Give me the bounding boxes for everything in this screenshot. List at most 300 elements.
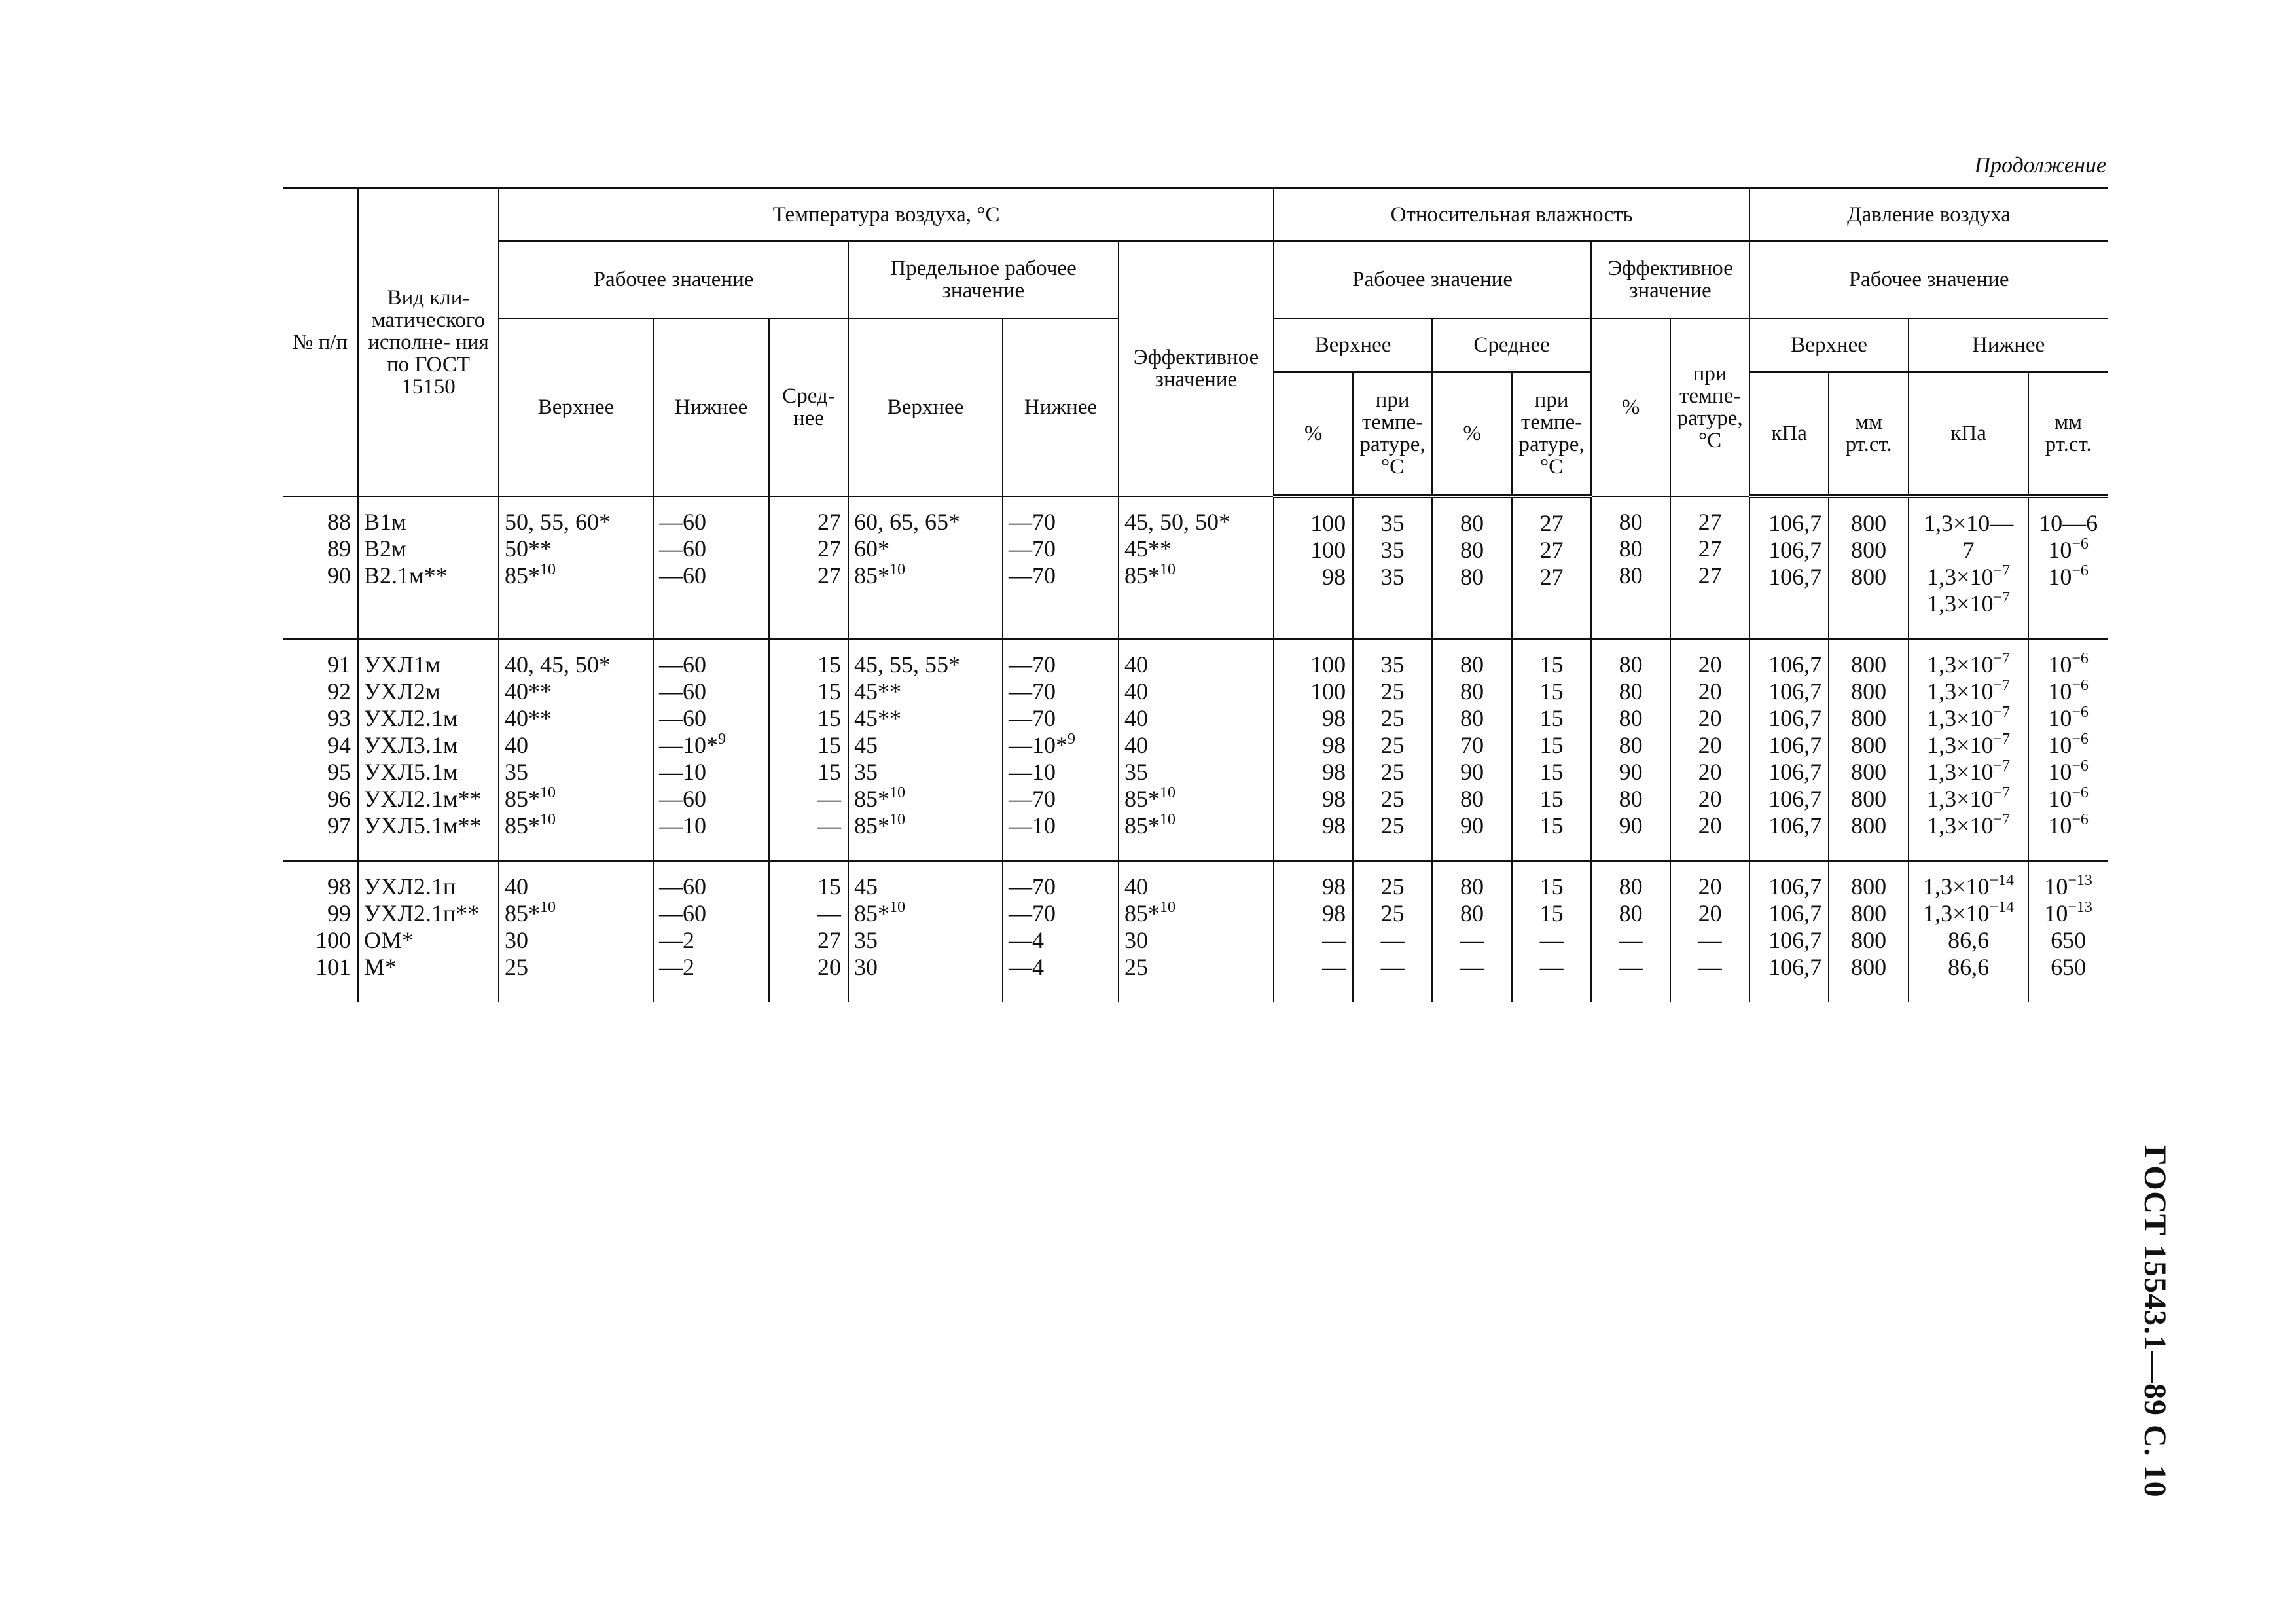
cell-text: 40**	[505, 678, 552, 704]
cell-line	[1513, 732, 1590, 759]
cell-superscript: 10	[1160, 898, 1175, 916]
cell-text: В1м	[364, 508, 406, 535]
cell-text: УХЛ5.1м	[364, 758, 458, 785]
cell-line	[770, 900, 841, 927]
cell-text: —	[1322, 953, 1346, 980]
cell-line	[1592, 786, 1670, 812]
cell-line	[1671, 705, 1749, 732]
cell-text: 93	[327, 704, 351, 731]
cell-text: 15	[817, 873, 841, 900]
cell-text: —4	[1009, 953, 1044, 980]
cell-line	[1829, 900, 1908, 927]
cell-text: 15	[1539, 651, 1564, 678]
cell-line	[770, 509, 841, 536]
cell-text: 1,3×10	[1927, 590, 1994, 617]
cell-line	[1433, 759, 1511, 786]
cell-line	[1433, 927, 1511, 954]
cell-text: 800	[1851, 953, 1887, 980]
cell-line	[1592, 759, 1670, 786]
cell-text: 10	[2048, 563, 2072, 590]
cell-text: 25	[1380, 900, 1405, 926]
cell-superscript: −7	[1993, 730, 2011, 748]
cell-line	[1513, 786, 1590, 812]
cell-line	[770, 786, 841, 812]
cell-line	[1124, 954, 1273, 981]
cell-superscript: 10	[889, 560, 905, 578]
cell-line	[505, 954, 653, 981]
cell-text: —70	[1009, 508, 1056, 535]
cell-text: 85*	[1124, 900, 1160, 926]
cell-text: 98	[1322, 812, 1346, 839]
cell-text: 80	[1619, 651, 1643, 678]
cell-l-up	[848, 496, 1003, 639]
header-press-lower-mm: мм рт.ст.	[2028, 372, 2108, 496]
cell-p-mm	[1829, 639, 1909, 861]
cell-text: —60	[659, 873, 706, 900]
cell-text: 80	[1619, 535, 1643, 562]
cell-superscript: −13	[2068, 871, 2092, 889]
cell-line	[505, 509, 653, 536]
cell-line	[1433, 678, 1511, 705]
cell-line	[770, 678, 841, 705]
cell-superscript: −6	[2072, 784, 2089, 801]
cell-line	[854, 954, 1002, 981]
cell-line	[1354, 786, 1431, 812]
cell-line	[505, 562, 653, 589]
cell-text: 800	[1851, 731, 1887, 758]
cell-line	[770, 651, 841, 678]
cell-text: 25	[1124, 953, 1148, 980]
cell-t-up	[499, 639, 653, 861]
cell-text: 15	[817, 651, 841, 678]
cell-line	[505, 536, 653, 562]
cell-text: 40	[1124, 873, 1148, 900]
cell-line	[283, 900, 351, 927]
cell-h-mid	[1432, 496, 1512, 639]
cell-text: 98	[1322, 731, 1346, 758]
cell-text: —	[817, 785, 841, 812]
cell-pl-kpa	[1909, 861, 2028, 1002]
cell-line	[1274, 537, 1346, 564]
cell-line	[1124, 651, 1273, 678]
cell-line	[1433, 564, 1511, 591]
cell-line	[505, 873, 653, 900]
cell-text: 35	[505, 758, 528, 785]
cell-text: 98	[1322, 704, 1346, 731]
cell-text: 10	[2044, 873, 2068, 900]
cell-text: 98	[1322, 785, 1346, 812]
cell-line	[659, 705, 768, 732]
cell-line	[1909, 510, 2028, 537]
cell-text: 106,7	[1768, 509, 1822, 536]
cell-text: 86,6	[1948, 926, 1990, 953]
cell-text: —70	[1009, 785, 1056, 812]
cell-line	[283, 509, 351, 536]
table-row-group	[283, 496, 2108, 639]
cell-line	[1829, 759, 1908, 786]
cell-line	[1592, 732, 1670, 759]
cell-line	[2029, 927, 2108, 954]
cell-text: —	[1460, 953, 1484, 980]
cell-text: —60	[659, 678, 706, 704]
header-press-upper-mm: мм рт.ст.	[1829, 372, 1909, 496]
cell-line	[1124, 900, 1273, 927]
cell-text: 800	[1851, 758, 1887, 785]
cell-superscript: −6	[2072, 535, 2089, 553]
cell-text: —	[1380, 926, 1405, 953]
cell-line	[1592, 705, 1670, 732]
cell-text: —70	[1009, 900, 1056, 926]
header-climate-kind: Вид кли- матического исполне- ния по ГОСТ 15150	[358, 189, 499, 496]
cell-text: 106,7	[1768, 926, 1822, 953]
cell-line	[1433, 510, 1511, 537]
cell-line	[364, 705, 498, 732]
cell-he	[1591, 496, 1670, 639]
cell-superscript: −6	[2072, 649, 2089, 667]
cell-text: 106,7	[1768, 536, 1822, 563]
cell-line	[505, 900, 653, 927]
cell-text: 10—6	[2039, 509, 2098, 536]
cell-text: 80	[1619, 678, 1643, 704]
cell-text: 85*	[505, 900, 540, 926]
cell-text: 15	[817, 731, 841, 758]
cell-text: —2	[659, 953, 694, 980]
cell-line	[854, 705, 1002, 732]
cell-text: 99	[327, 900, 351, 926]
header-air-pressure: Давление воздуха	[1749, 189, 2108, 241]
cell-line	[1354, 564, 1431, 591]
cell-superscript: −14	[1989, 871, 2015, 889]
cell-text: 10	[2048, 731, 2072, 758]
cell-line	[1750, 759, 1821, 786]
cell-text: 95	[327, 758, 351, 785]
cell-line	[1592, 651, 1670, 678]
cell-line	[1750, 678, 1821, 705]
cell-line	[1433, 651, 1511, 678]
cell-line	[1671, 651, 1749, 678]
cell-text: 106,7	[1768, 704, 1822, 731]
cell-text: —10*	[1009, 731, 1067, 758]
cell-t-mid	[769, 639, 848, 861]
cell-line	[1274, 510, 1346, 537]
cell-text: 15	[1539, 900, 1564, 926]
cell-text: 85*	[854, 900, 889, 926]
cell-text: 90	[1619, 758, 1643, 785]
cell-text: 1,3×10	[1927, 704, 1994, 731]
cell-text: 85*	[854, 785, 889, 812]
cell-line	[1124, 678, 1273, 705]
cell-text: 15	[1539, 731, 1564, 758]
cell-line	[1750, 510, 1821, 537]
cell-line	[1274, 927, 1346, 954]
header-temp-working: Рабочее значение	[499, 241, 848, 318]
cell-t-mid	[769, 861, 848, 1002]
cell-line	[854, 927, 1002, 954]
cell-line	[659, 786, 768, 812]
cell-line	[854, 786, 1002, 812]
cell-text: 100	[315, 926, 351, 953]
cell-text: 106,7	[1768, 563, 1822, 590]
cell-text: 1,3×10	[1927, 651, 1994, 678]
cell-text: УХЛ1м	[364, 651, 440, 678]
cell-text: 1,3×10—	[1923, 509, 2014, 536]
cell-line	[1750, 900, 1821, 927]
cell-superscript: −7	[1993, 589, 2011, 606]
cell-superscript: −6	[2072, 757, 2089, 775]
cell-text: 106,7	[1768, 785, 1822, 812]
cell-p-mm	[1829, 496, 1909, 639]
cell-text: 100	[1310, 509, 1346, 536]
cell-text: 10	[2048, 704, 2072, 731]
cell-line	[283, 954, 351, 981]
cell-text: 85*	[505, 785, 540, 812]
cell-text: —60	[659, 535, 706, 562]
cell-line	[854, 651, 1002, 678]
cell-text: 10	[2048, 678, 2072, 704]
cell-line	[1909, 678, 2028, 705]
cell-line	[770, 732, 841, 759]
cell-text: 98	[1322, 873, 1346, 900]
cell-text: —10	[1009, 758, 1056, 785]
cell-line	[364, 812, 498, 839]
cell-line	[1354, 705, 1431, 732]
cell-text: 106,7	[1768, 900, 1822, 926]
cell-text: 106,7	[1768, 758, 1822, 785]
cell-line	[770, 759, 841, 786]
cell-line	[2029, 786, 2108, 812]
cell-text: 85*	[854, 812, 889, 839]
cell-text: 45, 50, 50*	[1124, 508, 1230, 535]
cell-num	[283, 639, 358, 861]
cell-line	[1513, 510, 1590, 537]
cell-h-mid	[1432, 861, 1512, 1002]
cell-line	[770, 954, 841, 981]
cell-superscript: 10	[540, 811, 556, 828]
cell-superscript: −7	[1993, 811, 2011, 828]
cell-text: —	[1619, 926, 1643, 953]
cell-line	[1009, 900, 1118, 927]
cell-l-up	[848, 639, 1003, 861]
cell-superscript: −6	[2072, 811, 2089, 828]
cell-line	[1274, 651, 1346, 678]
cell-line	[1009, 873, 1118, 900]
cell-text: 80	[1460, 536, 1484, 563]
cell-text: 650	[2051, 953, 2087, 980]
cell-text: 27	[817, 926, 841, 953]
cell-line	[2029, 651, 2108, 678]
cell-text: 35	[1380, 651, 1405, 678]
cell-text: 7	[1962, 536, 1975, 563]
cell-text: 20	[817, 953, 841, 980]
table-row-group	[283, 639, 2108, 861]
cell-line	[770, 812, 841, 839]
cell-text: 27	[1698, 562, 1722, 589]
cell-text: 15	[1539, 758, 1564, 785]
cell-text: 800	[1851, 704, 1887, 731]
cell-line	[364, 651, 498, 678]
cell-line	[1274, 732, 1346, 759]
cell-t-low	[653, 496, 769, 639]
cell-line	[854, 509, 1002, 536]
cell-pl-kpa	[1909, 639, 2028, 861]
cell-line	[854, 759, 1002, 786]
cell-line	[1750, 873, 1821, 900]
header-relative-humidity: Относительная влажность	[1274, 189, 1749, 241]
cell-line	[1829, 812, 1908, 839]
cell-line	[1354, 873, 1431, 900]
cell-line	[1009, 927, 1118, 954]
cell-h-mid-t	[1512, 496, 1591, 639]
cell-text: 35	[854, 758, 878, 785]
cell-text: 98	[1322, 563, 1346, 590]
cell-superscript: −7	[1993, 757, 2011, 775]
cell-he-t	[1670, 861, 1749, 1002]
cell-l-low	[1003, 639, 1119, 861]
cell-pl-mm	[2028, 639, 2108, 861]
cell-superscript: −6	[2072, 562, 2089, 579]
cell-superscript: −6	[2072, 676, 2089, 694]
cell-line	[1750, 812, 1821, 839]
cell-line	[1009, 732, 1118, 759]
cell-he-t	[1670, 639, 1749, 861]
cell-text: 50, 55, 60*	[505, 508, 611, 535]
cell-text: 10	[2048, 758, 2072, 785]
cell-line	[1671, 873, 1749, 900]
cell-line	[1750, 786, 1821, 812]
cell-line	[1592, 873, 1670, 900]
cell-text: 106,7	[1768, 873, 1822, 900]
cell-text: 10	[2048, 785, 2072, 812]
cell-line	[1124, 536, 1273, 562]
cell-line	[1009, 651, 1118, 678]
cell-text: 1,3×10	[1927, 812, 1994, 839]
header-num: № п/п	[283, 189, 358, 496]
cell-text: УХЛ2.1м**	[364, 785, 482, 812]
header-temp-work-lower: Нижнее	[653, 318, 769, 496]
cell-text: 106,7	[1768, 953, 1822, 980]
cell-eff	[1119, 861, 1274, 1002]
cell-text: 25	[1380, 812, 1405, 839]
cell-line	[854, 900, 1002, 927]
cell-line	[1354, 812, 1431, 839]
cell-text: 25	[1380, 704, 1405, 731]
cell-line	[1433, 812, 1511, 839]
header-hum-mid-pct: %	[1432, 372, 1512, 496]
cell-text: 80	[1460, 509, 1484, 536]
cell-text: 20	[1698, 873, 1722, 900]
cell-line	[1009, 812, 1118, 839]
cell-text: 80	[1619, 704, 1643, 731]
cell-line	[659, 759, 768, 786]
cell-text: 60*	[854, 535, 889, 562]
cell-text: —	[1380, 953, 1405, 980]
cell-text: 800	[1851, 812, 1887, 839]
cell-text: 80	[1460, 785, 1484, 812]
cell-superscript: 10	[540, 784, 556, 801]
cell-line	[659, 927, 768, 954]
cell-line	[1671, 759, 1749, 786]
cell-l-low	[1003, 861, 1119, 1002]
cell-line	[1354, 927, 1431, 954]
cell-text: 1,3×10	[1927, 758, 1994, 785]
cell-line	[1592, 927, 1670, 954]
cell-line	[659, 509, 768, 536]
cell-h-up-t	[1353, 639, 1432, 861]
cell-t-low	[653, 861, 769, 1002]
cell-text: 800	[1851, 678, 1887, 704]
cell-text: 40	[505, 873, 528, 900]
cell-line	[364, 927, 498, 954]
cell-text: —60	[659, 508, 706, 535]
cell-text: 40	[1124, 678, 1148, 704]
cell-line	[1009, 954, 1118, 981]
cell-line	[770, 705, 841, 732]
table-row-group	[283, 861, 2108, 1002]
cell-line	[1592, 812, 1670, 839]
cell-line	[1354, 954, 1431, 981]
cell-text: 106,7	[1768, 731, 1822, 758]
cell-p-kpa	[1749, 496, 1829, 639]
header-press-upper: Верхнее	[1749, 318, 1909, 372]
cell-text: 15	[817, 758, 841, 785]
cell-text: 80	[1619, 900, 1643, 926]
cell-line	[283, 678, 351, 705]
cell-line	[1009, 678, 1118, 705]
header-temp-limit-lower: Нижнее	[1003, 318, 1119, 496]
cell-line	[1433, 873, 1511, 900]
continuation-label: Продолжение	[1974, 153, 2106, 177]
header-temp-work-mid: Сред- нее	[769, 318, 848, 496]
cell-line	[1909, 591, 2028, 617]
cell-text: —	[1698, 926, 1722, 953]
cell-text: 88	[327, 508, 351, 535]
cell-line	[1829, 705, 1908, 732]
cell-text: 20	[1698, 812, 1722, 839]
cell-h-up	[1274, 861, 1353, 1002]
cell-line	[1009, 562, 1118, 589]
cell-line	[659, 562, 768, 589]
cell-text: 100	[1310, 536, 1346, 563]
cell-line	[1909, 705, 2028, 732]
cell-text: 40**	[505, 704, 552, 731]
cell-superscript: 10	[889, 811, 905, 828]
cell-line	[854, 873, 1002, 900]
cell-num	[283, 496, 358, 639]
header-hum-eff-at-temp: при темпе- ратуре, °С	[1670, 318, 1749, 496]
cell-text: —	[817, 900, 841, 926]
cell-eff	[1119, 496, 1274, 639]
cell-line	[1354, 732, 1431, 759]
cell-text: 25	[1380, 785, 1405, 812]
header-temp-limit: Предельное рабочее значение	[848, 241, 1119, 318]
cell-text: 40	[505, 731, 528, 758]
cell-text: 10	[2048, 812, 2072, 839]
cell-he-t	[1670, 496, 1749, 639]
cell-superscript: −7	[1993, 676, 2011, 694]
cell-text: 97	[327, 812, 351, 839]
cell-text: УХЛ2.1м	[364, 704, 458, 731]
cell-text: 80	[1460, 704, 1484, 731]
cell-line	[1829, 651, 1908, 678]
cell-line	[1829, 873, 1908, 900]
cell-text: 98	[1322, 900, 1346, 926]
cell-line	[1909, 954, 2028, 981]
cell-text: 27	[1539, 509, 1564, 536]
cell-t-up	[499, 496, 653, 639]
header-air-temperature: Температура воздуха, °С	[499, 189, 1274, 241]
cell-h-mid-t	[1512, 861, 1591, 1002]
cell-text: УХЛ5.1м**	[364, 812, 482, 839]
